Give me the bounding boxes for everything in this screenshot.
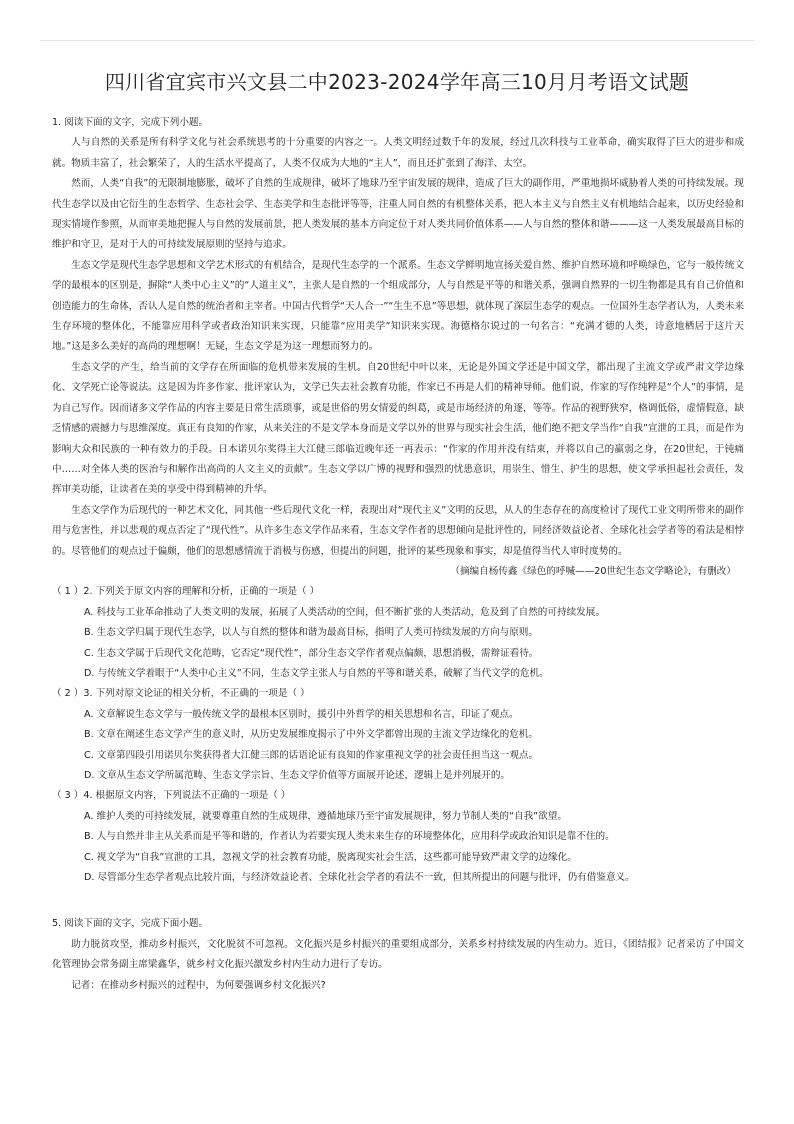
question-option: D. 与传统文学着眼于“人类中心主义”不同，生态文学主张人与自然的平等和谐关系，破解了当代文学的危机。 xyxy=(84,667,549,679)
section-spacer xyxy=(52,888,744,914)
question-option: D. 文章从生态文学所属范畴、生态文学宗旨、生态文学价值等方面展开论述，逻辑上是并列展开的。 xyxy=(84,770,511,781)
question-option: C. 视文学为“自我”宣泄的工具，忽视文学的社会教育功能，脱离现实社会生活，这些都可能导致严肃文学的边缘化。 xyxy=(84,851,577,863)
section-heading: 1. 阅读下面的文字，完成下列小题。 xyxy=(52,117,209,128)
question-option: A. 维护人类的可持续发展，就要尊重自然的生成规律，遵循地球乃至宇宙发展规律，努力节制人类的“自我”欲望。 xyxy=(84,810,567,822)
question-option: D. 尽管部分生态学者观点比较片面，与经济效益论者、全球化社会学者的看法不一致，但其所提出的问题与批评，仍有借鉴意义。 xyxy=(84,872,635,884)
question-option: A. 文章解说生态文学与一般传统文学的最根本区别时，援引中外哲学的相关思想和名言，印证了观点。 xyxy=(84,708,519,720)
question-block xyxy=(52,684,744,786)
question-stem: （ 3 ）4. 根据原文内容，下列说法不正确的一项是（ ） xyxy=(52,790,291,802)
question-block xyxy=(52,582,744,684)
document-body xyxy=(52,113,744,996)
question-option: A. 科技与工业革命推动了人类文明的发展，拓展了人类活动的空间，但不断扩张的人类活动，危及到了自然的可持续发展。 xyxy=(84,606,605,618)
source-citation: （摘编自杨传鑫《绿色的呼喊——20世纪生态文学略论》，有删改） xyxy=(450,565,736,577)
question-stem: （ 2 ）3. 下列对原文论证的相关分析，不正确的一项是（ ） xyxy=(52,688,310,700)
passage-paragraph: 然而，人类“自我”的无限制地膨胀，破坏了自然的生成规律，破坏了地球乃至宇宙发展的规律，造成了巨大的副作用，严重地损坏威胁着人类的可持续发展。现代生态学以及由它衍生的生态哲学、生态社会学、生态美学和生态批评等等，注重人同自然的有机整体关系，把人本主义与自然主义有机地结合起来，以历史经验和现实情境作参照，从而审美地把握人与自然的发展前景，把人类发展的基本方向定位于对人类共同价值体系——人与自然的整体和谐———这一人类发展最高目标的维护和守卫，是对于人的可持续发展原则的坚持与追求。 xyxy=(52,178,744,251)
passage-paragraph: 生态文学的产生，给当前的文学存在所面临的危机带来发展的生机。自20世纪中叶以来，无论是外国文学还是中国文学，都出现了主流文学或严肃文学边缘化、文学死亡论等说法。这是因为许多作家、批评家认为，文学已失去社会教育功能，作家已不再是人们的精神导师。他们说，作家的写作纯粹是“个人”的事情，是为自己写作。因而诸多文学作品的内容主要是日常生活琐事，或是世俗的男女情爱的纠葛，或是市场经济的角逐，等等。作品的视野狭窄，格调低俗，虚情假意，缺乏情感的震撼力与思维深度。真正有良知的作家，从来关注的不是文学本身而是文学以外的世界与现实社会生活，他们绝不把文学当作“自我”宣泄的工具，而是作为影响大众和民族的一种有效力的手段。日本诺贝尔奖得主大江健三郎临近晚年还一再表示：“作家的作用并没有结束，并将以自己的羸弱之身，在20世纪，于钝痛中……对全体人类的医治与和解作出高尚的人文主义的贡献”。生态文学以广博的视野和强烈的忧患意识，用崇生、惜生、护生的思想，使文学承担起社会责任，发挥审美功能，让读者在美的享受中得到精神的升华。 xyxy=(52,361,744,496)
passage-paragraph: 生态文学是现代生态学思想和文学艺术形式的有机结合，是现代生态学的一个派系。生态文学鲜明地宣扬关爱自然、维护自然环境和呼唤绿色，它与一般传统文学的最根本的区别是，摒除“人类中心主义”的“人道主义”，主张人是自然的一个组成部分，人与自然是平等的和谐关系，强调自然界的一切生物都是具有自己价值和创造能力的生命体，否认人是自然的统治者和主宰者。中国古代哲学“天人合一”“生生不息”等思想，就体现了深层生态学的观点。一位国外生态学者认为，人类未来生存环境的整体化，不能靠应用科学或者政治知识来实现，只能靠“应用美学”知识来实现。海德格尔说过的一句名言：“充满才德的人类，诗意地栖居于这片天地。”这是多么美好的高尚的理想啊！无疑，生态文学是为这一理想而努力的。 xyxy=(52,259,744,353)
question-option: B. 生态文学归属于现代生态学，以人与自然的整体和谐为最高目标，指明了人类可持续发展的方向与原则。 xyxy=(84,627,538,639)
passage-paragraph: 人与自然的关系是所有科学文化与社会系统思考的十分重要的内容之一。人类文明经过数千年的发展，经过几次科技与工业革命，确实取得了巨大的进步和成就。物质丰富了，社会繁荣了，人的生活水平提高了，人类不仅成为大地的“主人”，而且还扩张到了海洋、太空。 xyxy=(52,137,744,169)
question-option: B. 人与自然并非主从关系而是平等和谐的，作者认为若要实现人类未来生存的环境整体化，应用科学或政治知识是靠不住的。 xyxy=(84,831,615,843)
question-option: B. 文章在阐述生态文学产生的意义时，从历史发展维度揭示了中外文学都曾出现的主流文学边缘化的危机。 xyxy=(84,729,538,741)
passage-paragraph: 助力脱贫攻坚，推动乡村振兴，文化脱贫不可忽视。文化振兴是乡村振兴的重要组成部分，关系乡村持续发展的内生动力。近日，《团结报》记者采访了中国文化管理协会常务副主席梁鑫华，就乡村文化振兴激发乡村内生动力进行了专访。 xyxy=(52,938,744,971)
header-divider xyxy=(40,40,754,41)
question-option: C. 文章第四段引用诺贝尔奖获得者大江健三郎的话语论证有良知的作家重视文学的社会责任担当这一观点。 xyxy=(84,749,539,761)
passage-paragraph: 记者：在推动乡村振兴的过程中，为何要强调乡村文化振兴? xyxy=(71,979,326,991)
section-heading: 5. 阅读下面的文字，完成下面小题。 xyxy=(52,918,209,930)
question-option: C. 生态文学属于后现代文化范畴，它否定“现代性”，部分生态文学作者观点偏颇，思想消极，需辩证看待。 xyxy=(84,647,539,659)
question-block xyxy=(52,786,744,888)
page-title: 四川省宜宾市兴文县二中2023-2024学年高三10月月考语文试题 xyxy=(104,70,690,94)
question-stem: （ 1 ）2. 下列关于原文内容的理解和分析，正确的一项是（ ） xyxy=(52,586,320,598)
passage-paragraph: 生态文学作为后现代的一种艺术文化，同其他一些后现代文化一样，表现出对“现代主义”文明的反思，从人的生态存在的高度检讨了现代工业文明所带来的副作用与危害性，并以悲观的观点否定了“现代性”。从许多生态文学作品来看，生态文学作者的思想倾向是批评性的，同经济效益论者、全球化社会学者等的看法是相悖的。尽管他们的观点过于偏颇，他们的思想感情流于消极与伤感，但提出的问题，批评的某些现象和事实，却是值得当代人审时度势的。 xyxy=(52,504,744,557)
